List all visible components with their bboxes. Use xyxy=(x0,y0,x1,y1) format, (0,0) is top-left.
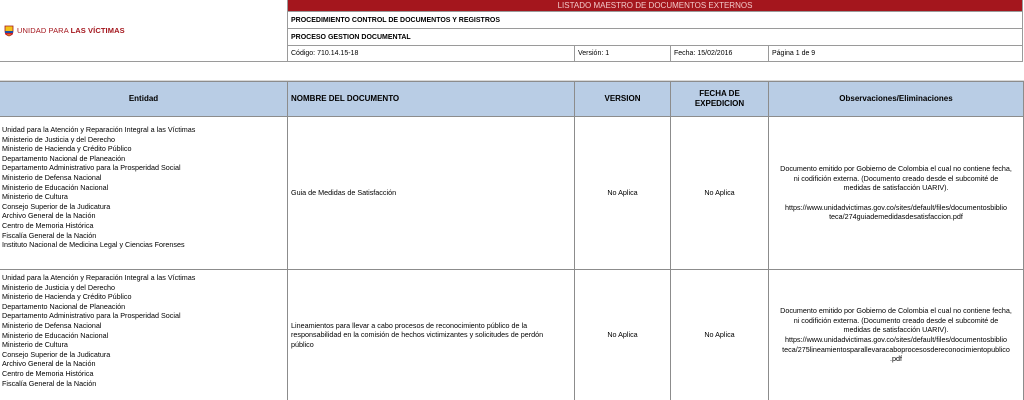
column-header-entidad: Entidad xyxy=(0,81,288,117)
spacer-row xyxy=(0,62,1024,81)
column-header-fecha: FECHA DE EXPEDICION xyxy=(671,81,769,117)
entity-item: Ministerio de Cultura xyxy=(2,340,68,350)
entity-item: Centro de Memoria Histórica xyxy=(2,220,94,230)
column-header-nombre: NOMBRE DEL DOCUMENTO xyxy=(288,81,575,117)
document-code: Código: 710.14.15-18 xyxy=(288,46,575,62)
obs-line: medidas de satisfacción UARIV). xyxy=(843,183,949,193)
obs-link-line: teca/274guiademedidasdesatisfaccion.pdf xyxy=(829,212,963,222)
entity-item: Ministerio de Hacienda y Crédito Público xyxy=(2,144,132,154)
obs-link-line: https://www.unidadvictimas.gov.co/sites/default/files/documentosbiblio xyxy=(785,202,1007,212)
name-line: responsabilidad en la comisión de hechos victimizantes y solicitudes de perdón xyxy=(291,330,544,340)
entity-item: Centro de Memoria Histórica xyxy=(2,368,94,378)
entity-item: Consejo Superior de la Judicatura xyxy=(2,201,111,211)
obs-line: Documento emitido por Gobierno de Colombia el cual no contiene fecha, xyxy=(780,306,1012,316)
entity-item: Ministerio de Cultura xyxy=(2,192,68,202)
row1-entities xyxy=(0,117,288,270)
logo-area xyxy=(0,0,288,62)
row1-date: No Aplica xyxy=(671,117,769,270)
procedure-title: PROCEDIMIENTO CONTROL DE DOCUMENTOS Y REGISTROS xyxy=(288,12,1023,29)
row2-document-name xyxy=(288,270,575,400)
entity-item: Ministerio de Defensa Nacional xyxy=(2,172,102,182)
entity-item: Ministerio de Educación Nacional xyxy=(2,330,109,340)
obs-line: ni codifición externa. (Documento creado desde el subcomité de xyxy=(793,315,999,325)
logo-text-part1: UNIDAD PARA xyxy=(17,26,71,35)
document-banner: LISTADO MAESTRO DE DOCUMENTOS EXTERNOS xyxy=(288,0,1023,12)
entity-item: Archivo General de la Nación xyxy=(2,211,96,221)
entity-item: Instituto Nacional de Medicina Legal y Ciencias Forenses xyxy=(2,240,185,250)
name-line: Lineamientos para llevar a cabo procesos de reconocimiento público de la xyxy=(291,320,528,330)
obs-link-line: .pdf xyxy=(890,354,902,364)
entity-item: Ministerio de Justicia y del Derecho xyxy=(2,134,116,144)
entity-item: Departamento Administrativo para la Prosperidad Social xyxy=(2,311,181,321)
entity-item: Unidad para la Atención y Reparación Integral a las Víctimas xyxy=(2,125,196,134)
row1-observations xyxy=(769,117,1024,270)
obs-line: Documento emitido por Gobierno de Colombia el cual no contiene fecha, xyxy=(780,164,1012,174)
name-line: público xyxy=(291,339,314,349)
obs-line: medidas de satisfacción UARIV). xyxy=(843,325,949,335)
row2-observations xyxy=(769,270,1024,400)
entity-item: Ministerio de Hacienda y Crédito Público xyxy=(2,292,132,302)
entity-item: Fiscalía General de la Nación xyxy=(2,378,97,388)
document-version: Versión: 1 xyxy=(575,46,671,62)
coat-of-arms-icon xyxy=(4,25,14,37)
page-indicator: Página 1 de 9 xyxy=(769,46,1023,62)
logo-text-part2: LAS VÍCTIMAS xyxy=(70,26,125,35)
entity-item: Consejo Superior de la Judicatura xyxy=(2,349,111,359)
entity-item: Departamento Nacional de Planeación xyxy=(2,153,126,163)
row2-entities xyxy=(0,270,288,400)
entity-item: Archivo General de la Nación xyxy=(2,359,96,369)
obs-link-line: https://www.unidadvictimas.gov.co/sites/default/files/documentosbiblio xyxy=(785,335,1007,344)
entity-item: Departamento Administrativo para la Prosperidad Social xyxy=(2,163,181,173)
row2-date: No Aplica xyxy=(671,270,769,400)
entity-item: Ministerio de Justicia y del Derecho xyxy=(2,282,116,292)
entity-item: Ministerio de Educación Nacional xyxy=(2,182,109,192)
obs-line: ni codifición externa. (Documento creado desde el subcomité de xyxy=(793,173,999,183)
entity-item: Fiscalía General de la Nación xyxy=(2,230,97,240)
process-title: PROCESO GESTION DOCUMENTAL xyxy=(288,29,1023,46)
entity-item: Ministerio de Defensa Nacional xyxy=(2,320,102,330)
entity-item: Unidad para la Atención y Reparación Integral a las Víctimas xyxy=(2,273,196,282)
logo-text xyxy=(17,26,125,35)
column-header-version: VERSION xyxy=(575,81,671,117)
document-date: Fecha: 15/02/2016 xyxy=(671,46,769,62)
obs-link-line: teca/275lineamientosparallevaracaboprocesosdereconocimientopublico xyxy=(782,344,1010,354)
column-header-observaciones: Observaciones/Eliminaciones xyxy=(769,81,1024,117)
entity-item: Departamento Nacional de Planeación xyxy=(2,301,126,311)
row1-document-name: Guia de Medidas de Satisfacción xyxy=(288,117,575,270)
row1-version: No Aplica xyxy=(575,117,671,270)
row2-version: No Aplica xyxy=(575,270,671,400)
